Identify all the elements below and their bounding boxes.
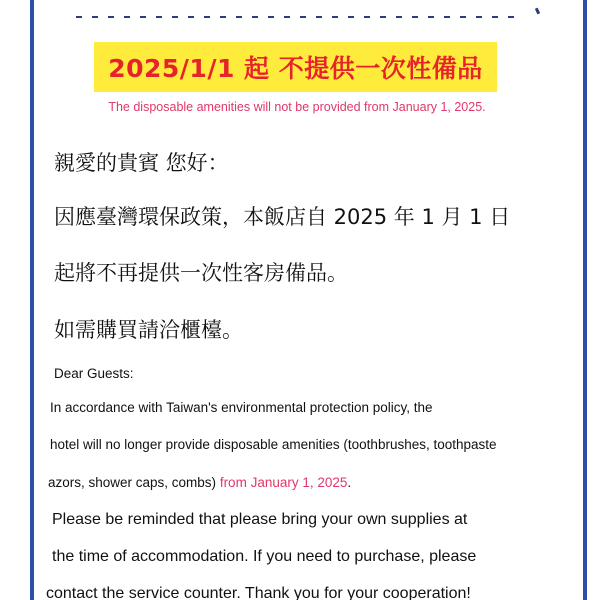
en-greeting: Dear Guests: — [54, 366, 134, 381]
banner-title: 2025/1/1 起 不提供一次性備品 — [94, 42, 497, 92]
zh-line-1: 因應臺灣環保政策，本飯店自 2025 年 1 月 1 日 — [54, 205, 511, 229]
dotted-divider — [76, 16, 516, 18]
en-line-3 — [48, 475, 351, 490]
zh-greeting: 親愛的貴賓 您好： — [54, 151, 229, 175]
en-line-4: Please be reminded that please bring your own supplies at — [52, 511, 468, 528]
right-border — [583, 0, 587, 600]
en-line-5: the time of accommodation. If you need to purchase, please — [52, 548, 477, 565]
en-line-3-suffix: . — [347, 475, 352, 490]
en-line-1: In accordance with Taiwan's environmental protection policy, the — [50, 400, 433, 415]
en-line-2: hotel will no longer provide disposable amenities (toothbrushes, toothpaste — [50, 437, 497, 452]
banner-subtitle: The disposable amenities will not be provided from January 1, 2025. — [108, 100, 486, 114]
left-border — [30, 0, 34, 600]
en-line-3-date: January 1, 2025 — [250, 475, 348, 490]
en-line-6: contact the service counter. Thank you for your cooperation! — [46, 585, 471, 600]
en-line-3-prefix: azors, shower caps, combs) — [48, 475, 220, 490]
zh-line-3: 如需購買請洽櫃檯。 — [54, 318, 243, 342]
en-line-3-from: from — [219, 475, 251, 490]
zh-line-2: 起將不再提供一次性客房備品。 — [54, 261, 348, 285]
corner-mark — [535, 8, 540, 15]
